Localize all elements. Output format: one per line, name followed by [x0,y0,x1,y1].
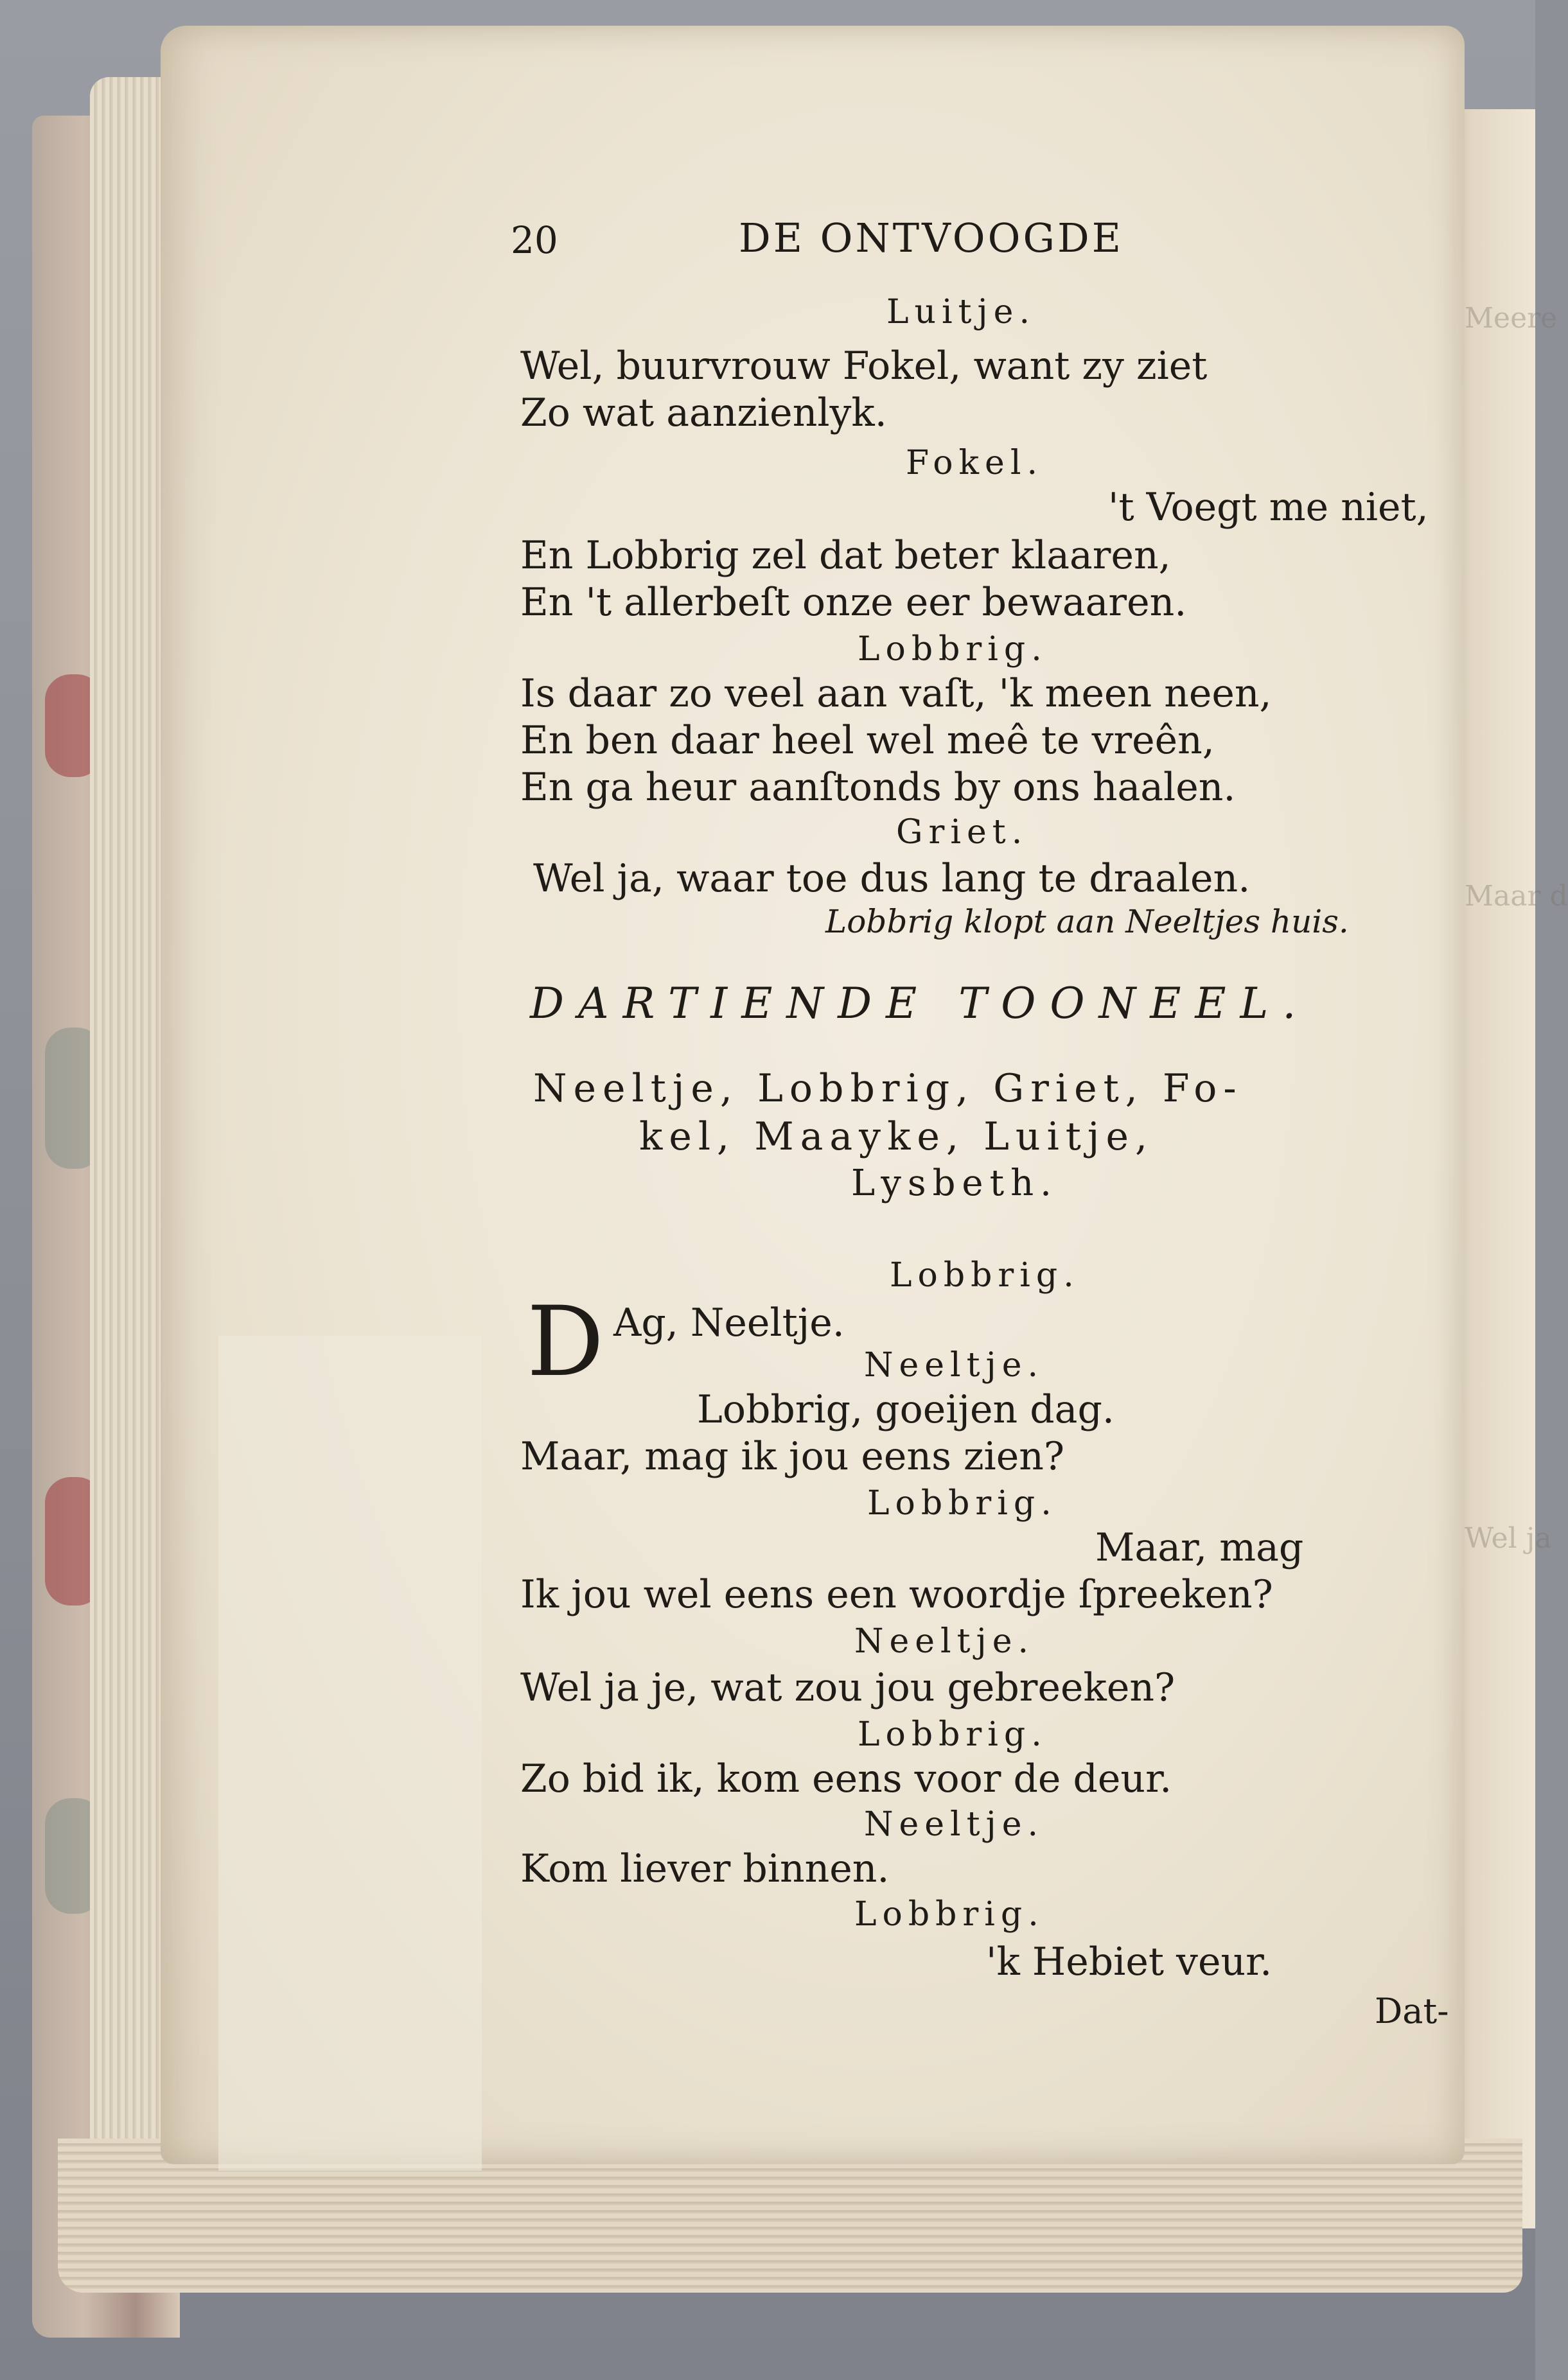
cast-list: kel, Maayke, Luitje, [639,1114,1154,1159]
verse-line: Ag, Neeltje. [613,1300,845,1345]
cast-list: Neeltje, Lobbrig, Griet, Fo- [533,1066,1243,1111]
page-number: 20 [511,218,558,262]
verse-line: Kom liever binnen. [520,1846,890,1891]
speaker-name: Lobbrig. [858,1715,1048,1754]
verse-line: 't Voegt me niet, [1108,485,1429,530]
speaker-name: Neeltje. [864,1346,1044,1385]
verse-line: Wel ja, waar toe dus lang te draalen. [533,856,1251,901]
speaker-name: Lobbrig. [867,1484,1057,1523]
speaker-name: Lobbrig. [890,1256,1080,1295]
stage-direction: Lobbrig klopt aan Neeltjes huis. [825,903,1349,940]
verse-line: Lobbrig, goeijen dag. [697,1387,1114,1432]
verse-line: Wel ja je, wat zou jou gebreeken? [520,1665,1176,1710]
speaker-name: Fokel. [906,444,1043,482]
verse-line: Is daar zo veel aan vaſt, 'k meen neen, [520,671,1272,716]
running-title: DE ONTVOOGDE [739,214,1123,261]
verse-line: Maar, mag [1095,1525,1304,1570]
verse-line: Ik jou wel eens een woordje ſpreeken? [520,1572,1273,1617]
verse-line: Maar, mag ik jou eens zien? [520,1434,1065,1479]
scene-title: DARTIENDE TOONEEL. [530,979,1310,1028]
verse-line: Zo bid ik, kom eens voor de deur. [520,1756,1172,1801]
speaker-name: Lobbrig. [854,1895,1044,1934]
scan-artifact [218,1336,482,2171]
catchword: Dat- [1375,1991,1449,2031]
speaker-name: Griet. [896,813,1028,852]
drop-capital: D [527,1286,604,1398]
speaker-name: Neeltje. [854,1622,1034,1661]
verse-line: Zo wat aanzienlyk. [520,390,887,435]
verse-line: En Lobbrig zel dat beter klaaren, [520,533,1171,578]
verse-line: Wel, buurvrouw Fokel, want zy ziet [520,344,1208,389]
speaker-name: Neeltje. [864,1805,1044,1844]
book-page [161,26,1465,2164]
verse-line: En 't allerbeſt onze eer bewaaren. [520,580,1187,625]
verse-line: En ben daar heel wel meê te vreên, [520,718,1215,763]
speaker-name: Luitje. [886,293,1035,331]
speaker-name: Lobbrig. [858,630,1048,669]
verse-line: 'k Hebiet veur. [986,1939,1273,1984]
verse-line: En ga heur aanſtonds by ons haalen. [520,765,1236,810]
cast-list: Lysbeth. [851,1162,1058,1204]
facing-page-edge: Meere Maar d Wel ja [1445,109,1535,2228]
